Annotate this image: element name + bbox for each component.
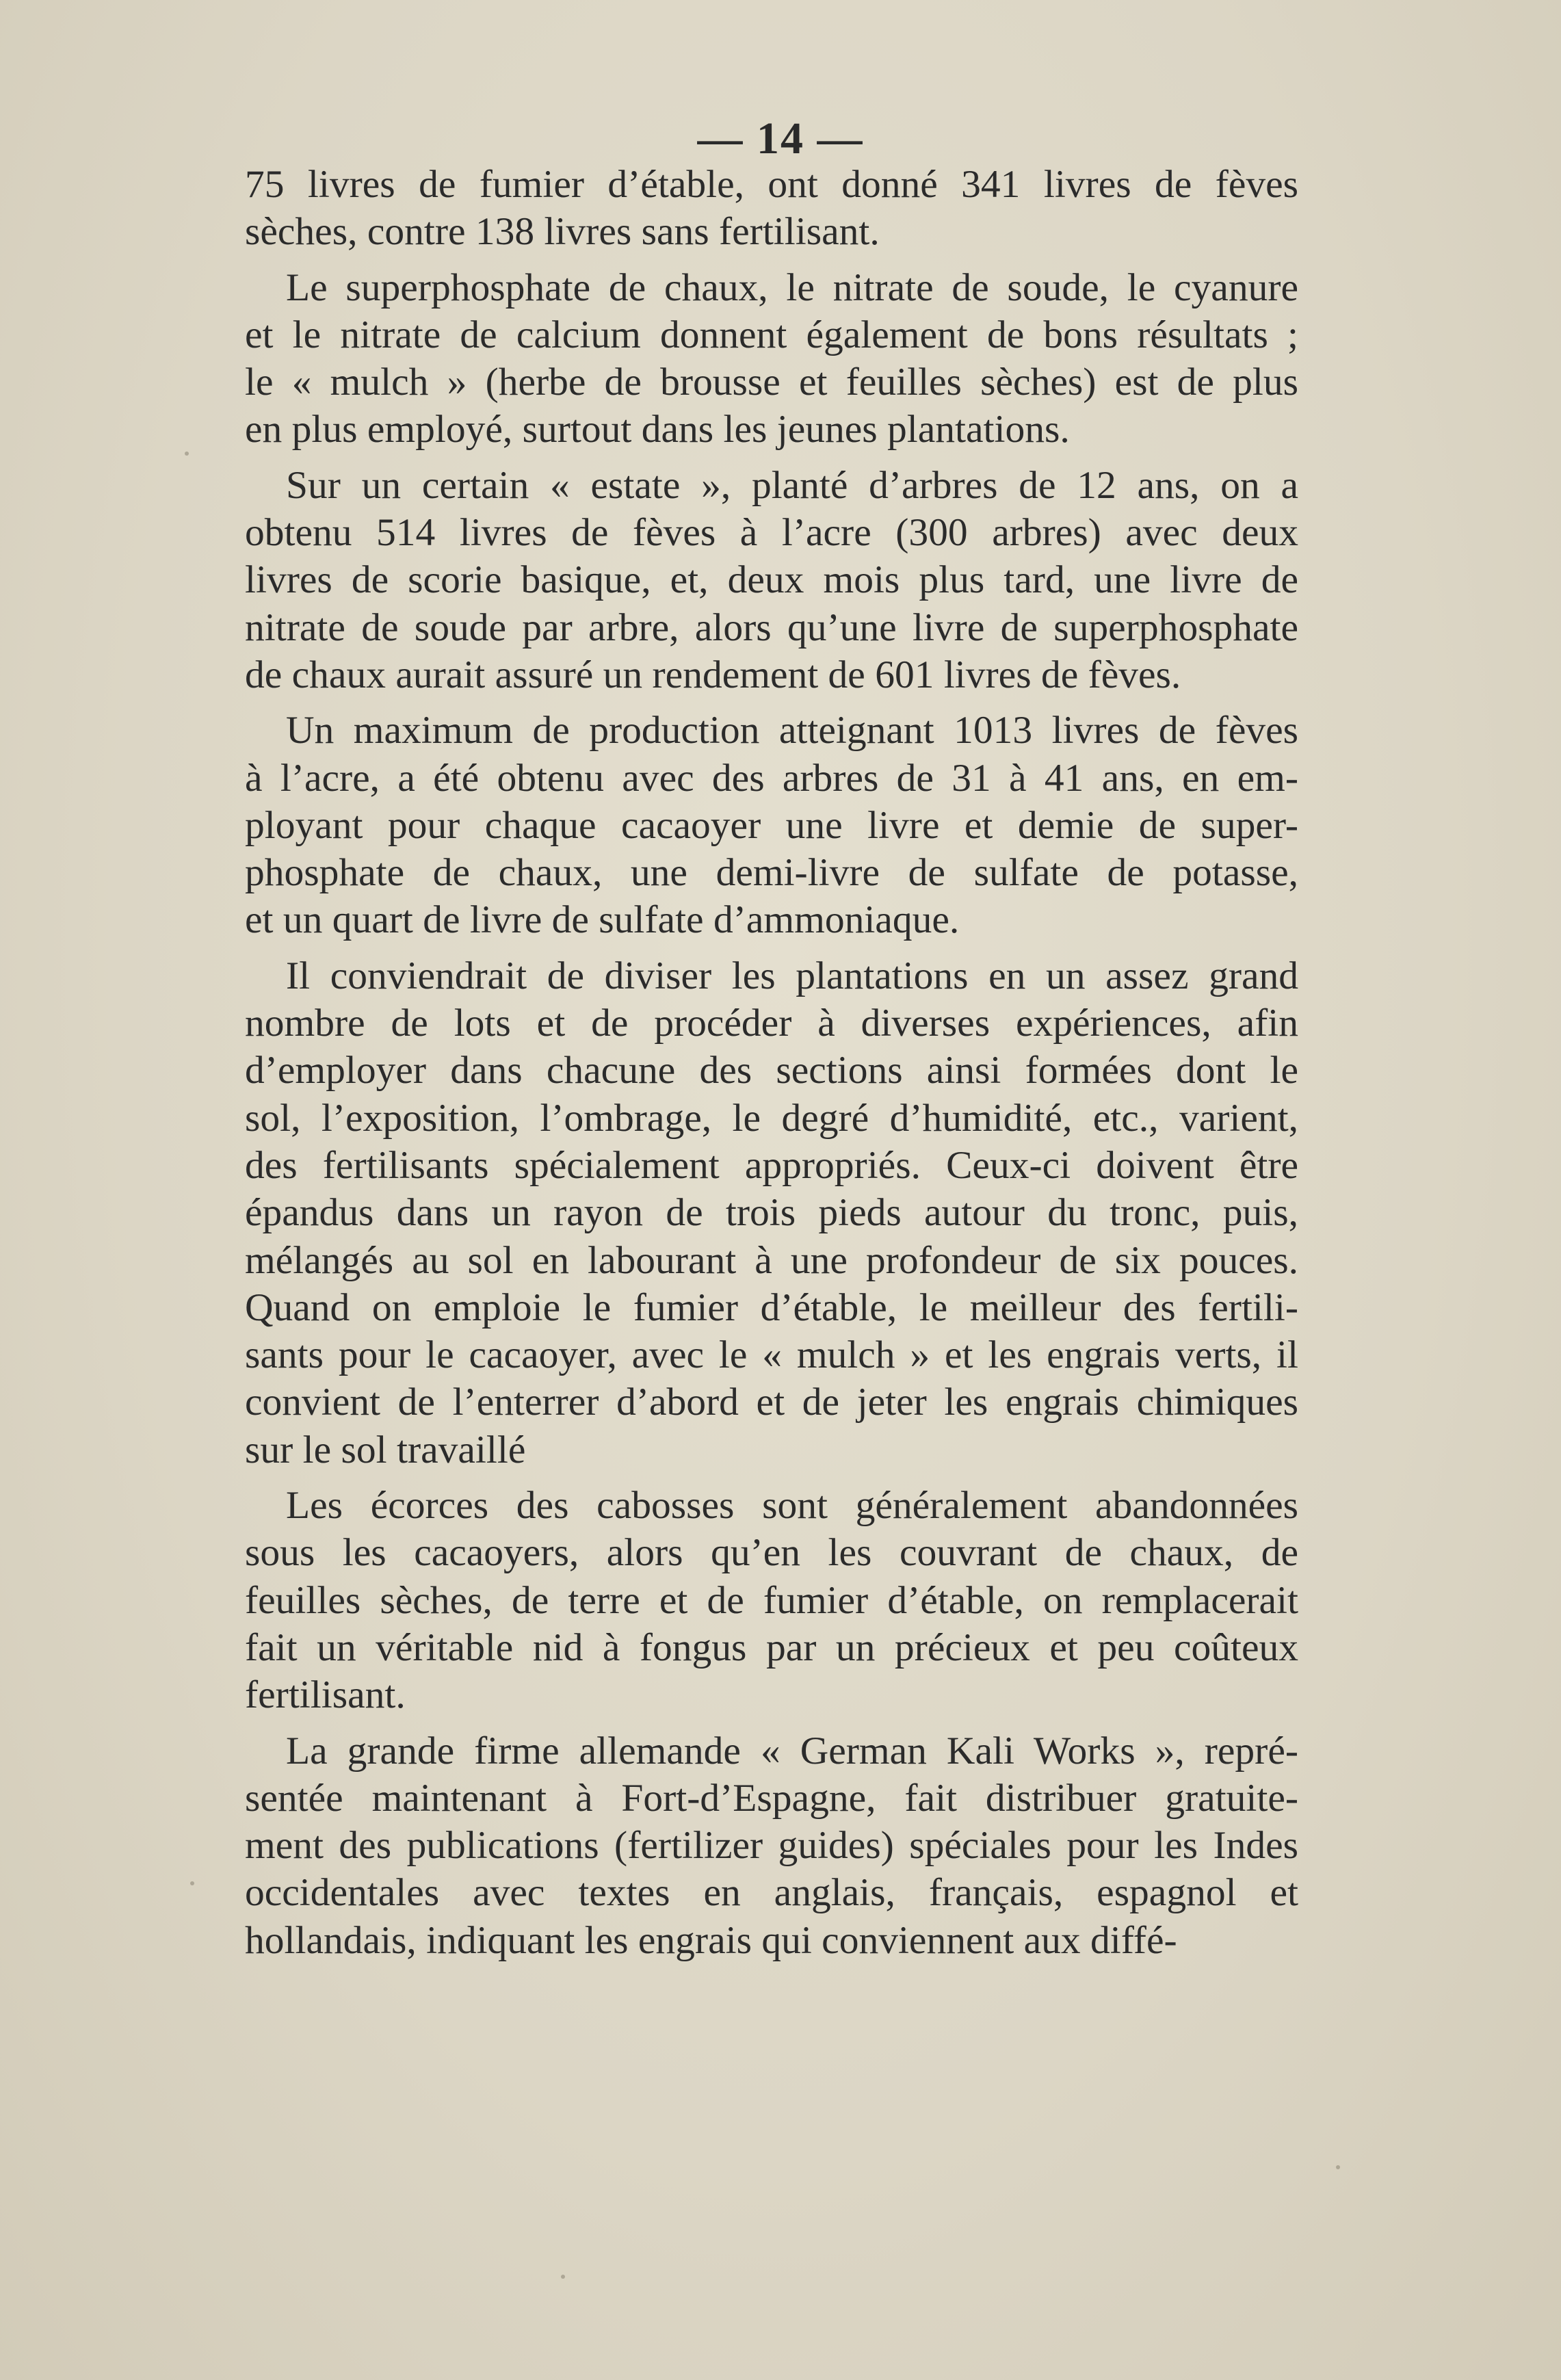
text-line: fertilisant. [245, 1673, 406, 1717]
paragraph [245, 161, 1298, 256]
text-line: La grande firme allemande « German Kali Works », repré- [286, 1729, 1298, 1773]
text-line: 75 livres de fumier d’étable, ont donné 341 livres de fèves [245, 163, 1298, 206]
paragraph-gap [245, 454, 1298, 462]
text-line: obtenu 514 livres de fèves à l’acre (300 arbres) avec deux [245, 511, 1298, 555]
text-line: Il conviendrait de diviser les plantations en un assez grand [286, 954, 1298, 997]
text-line: sol, l’exposition, l’ombrage, le degré d’humidité, etc., varient, [245, 1096, 1298, 1140]
paragraph [245, 707, 1298, 943]
paper-speck [561, 2275, 565, 2279]
paragraph-gap [245, 256, 1298, 264]
text-line: fait un véritable nid à fongus par un précieux et peu coûteux [245, 1625, 1298, 1669]
text-line: de chaux aurait assuré un rendement de 601 livres de fèves. [245, 653, 1181, 696]
text-line: sous les cacaoyers, alors qu’en les couvrant de chaux, de [245, 1531, 1298, 1575]
text-line: sants pour le cacaoyer, avec le « mulch » et les engrais verts, il [245, 1333, 1298, 1377]
text-line: feuilles sèches, de terre et de fumier d’étable, on remplacerait [245, 1578, 1298, 1622]
text-line: nitrate de soude par arbre, alors qu’une livre de superphosphate [245, 605, 1298, 649]
text-line: livres de scorie basique, et, deux mois plus tard, une livre de [245, 558, 1298, 602]
text-line: le « mulch » (herbe de brousse et feuilles sèches) est de plus [245, 361, 1298, 404]
paragraph [245, 264, 1298, 454]
text-line: nombre de lots et de procéder à diverses expériences, afin [245, 1002, 1298, 1045]
text-line: convient de l’enterrer d’abord et de jeter les engrais chimiques [245, 1381, 1298, 1424]
text-line: en plus employé, surtout dans les jeunes plantations. [245, 408, 1070, 452]
text-line: et un quart de livre de sulfate d’ammoniaque. [245, 898, 960, 942]
paragraph-gap [245, 698, 1298, 707]
text-line: sèches, contre 138 livres sans fertilisant. [245, 210, 880, 254]
text-line: hollandais, indiquant les engrais qui conviennent aux diffé- [245, 1918, 1177, 1962]
text-line: sur le sol travaillé [245, 1428, 526, 1472]
paragraph-gap [245, 1719, 1298, 1727]
paragraph [245, 1482, 1298, 1718]
text-line: à l’acre, a été obtenu avec des arbres de 31 à 41 ans, en em- [245, 756, 1298, 800]
text-line: ployant pour chaque cacaoyer une livre et demie de super- [245, 803, 1298, 847]
text-line: sentée maintenant à Fort-d’Espagne, fait distribuer gratuite- [245, 1776, 1298, 1820]
page-number: — 14 — [697, 114, 864, 164]
text-line: Quand on emploie le fumier d’étable, le meilleur des fertili- [245, 1285, 1298, 1329]
text-line: phosphate de chaux, une demi-livre de sulfate de potasse, [245, 851, 1298, 895]
text-line: Un maximum de production atteignant 1013 livres de fèves [286, 709, 1298, 753]
text-line: Les écorces des cabosses sont généralement abandonnées [286, 1484, 1298, 1528]
text-line: occidentales avec textes en anglais, français, espagnol et [245, 1871, 1298, 1915]
paragraph [245, 1727, 1298, 1964]
paragraph-gap [245, 944, 1298, 952]
text-line: Le superphosphate de chaux, le nitrate de soude, le cyanure [286, 265, 1298, 309]
paper-speck [185, 452, 189, 456]
text-line: ment des publications (fertilizer guides) spéciales pour les Indes [245, 1824, 1298, 1868]
text-line: d’employer dans chacune des sections ainsi formées dont le [245, 1049, 1298, 1093]
paragraph [245, 952, 1298, 1474]
paper-speck [1336, 2165, 1340, 2169]
text-line: mélangés au sol en labourant à une profondeur de six pouces. [245, 1238, 1298, 1282]
text-line: Sur un certain « estate », planté d’arbres de 12 ans, on a [286, 463, 1298, 507]
paragraph [245, 462, 1298, 698]
text-line: épandus dans un rayon de trois pieds autour du tronc, puis, [245, 1191, 1298, 1235]
text-line: des fertilisants spécialement appropriés. Ceux-ci doivent être [245, 1143, 1298, 1187]
paper-speck [190, 1881, 194, 1885]
text-line: et le nitrate de calcium donnent également de bons résultats ; [245, 313, 1298, 356]
paragraph-gap [245, 1474, 1298, 1482]
body-text [245, 161, 1298, 1964]
